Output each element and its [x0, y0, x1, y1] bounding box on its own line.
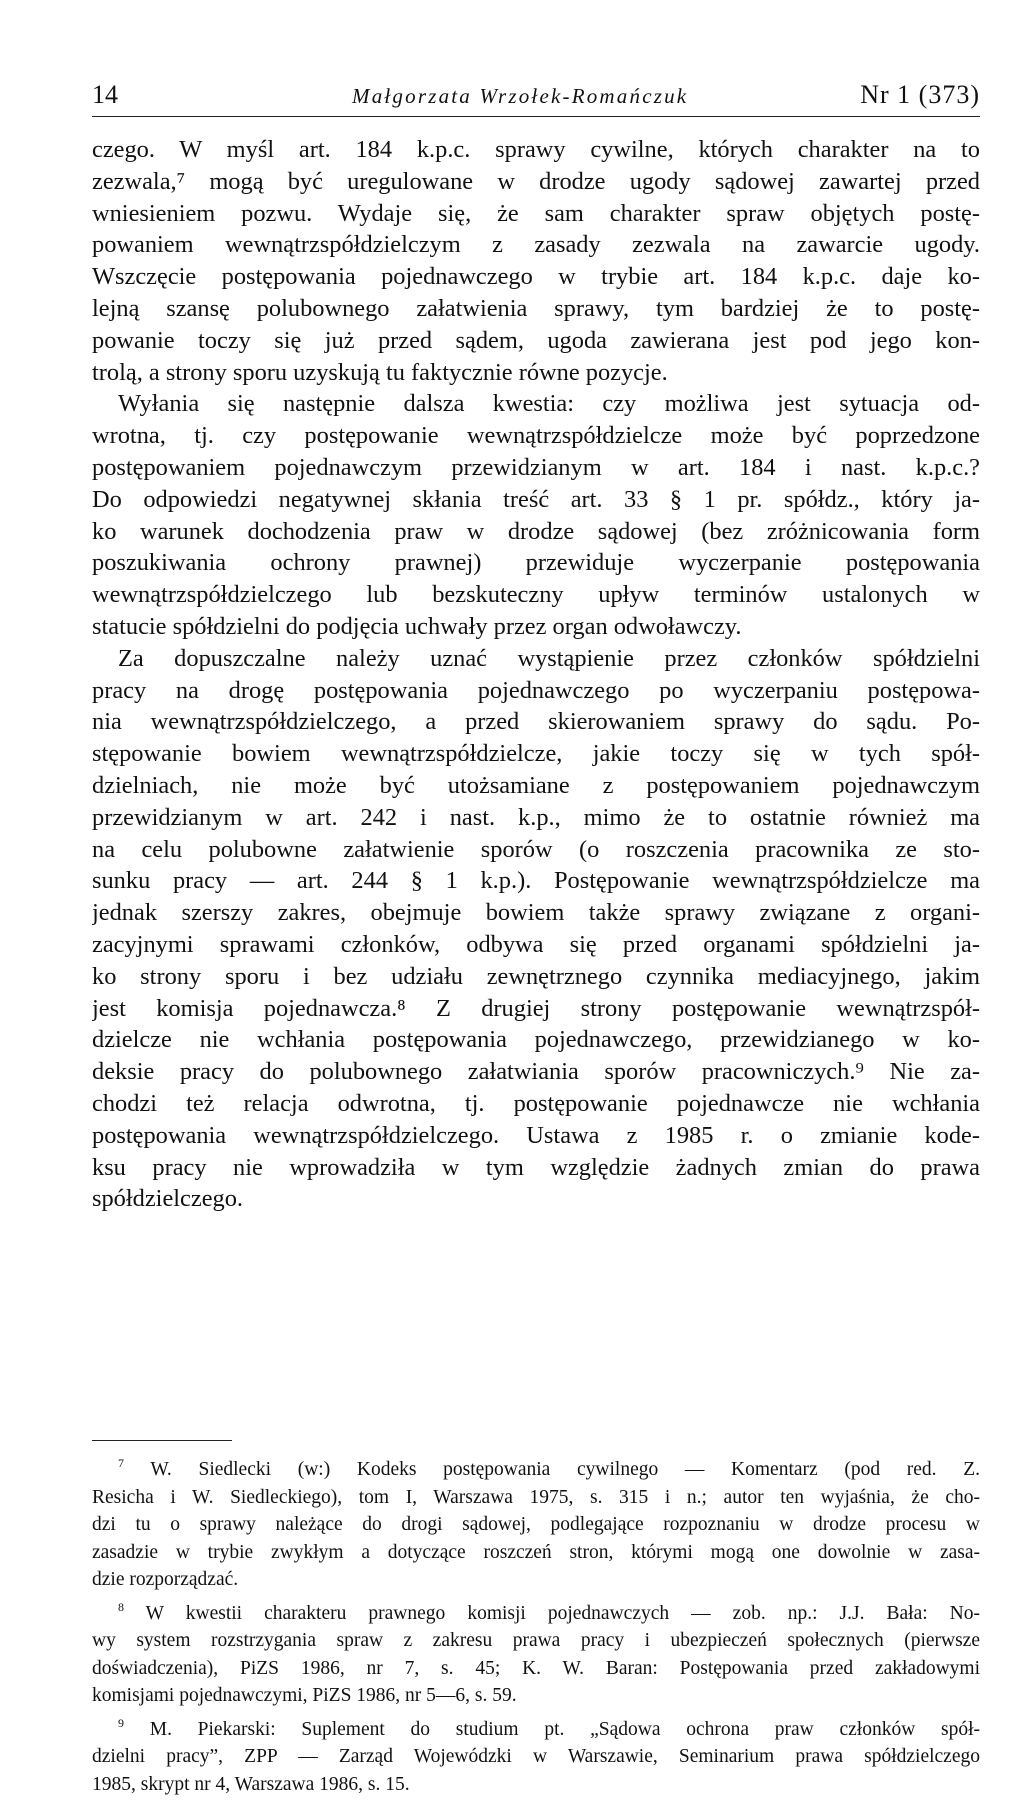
body-line: zacyjnymi sprawami członków, odbywa się przed organami spółdzielni ja-: [92, 930, 980, 958]
body-line: stępowanie bowiem wewnątrzspółdzielcze, jakie toczy się w tych spół-: [92, 740, 980, 768]
body-line: ko warunek dochodzenia praw w drodze sądowej (bez zróżnicowania form: [92, 517, 980, 545]
body-line: pracy na drogę postępowania pojednawczego po wyczerpaniu postępowa-: [92, 676, 980, 704]
running-author: Małgorzata Wrzołek-Romańczuk: [352, 84, 689, 108]
body-line: ko strony sporu i bez udziału zewnętrznego czynnika mediacyjnego, jakim: [92, 962, 980, 990]
document-page: [92, 78, 980, 1795]
body-line: Wszczęcie postępowania pojednawczego w trybie art. 184 k.p.c. daje ko-: [92, 263, 980, 291]
header-rule: [92, 116, 980, 117]
footnote-line: 1985, skrypt nr 4, Warszawa 1986, s. 15.: [92, 1773, 410, 1795]
body-line: Za dopuszczalne należy uznać wystąpienie przez członków spółdzielni: [118, 644, 980, 672]
body-line: dzielcze nie wchłania postępowania pojednawczego, przewidzianego w ko-: [92, 1026, 980, 1054]
body-line: spółdzielczego.: [92, 1185, 244, 1213]
footnotes: [92, 1456, 980, 1804]
body-line: jest komisja pojednawcza.⁸ Z drugiej strony postępowanie wewnątrzspół-: [92, 994, 980, 1022]
footnote-line: wy system rozstrzygania spraw z zakresu prawa pracy i ubezpieczeń społecznych (pierwsze: [92, 1630, 980, 1651]
footnote-line: dzielni pracy”, ZPP — Zarząd Wojewódzki w Warszawie, Seminarium prawa spółdzielczego: [92, 1746, 980, 1767]
footnote: [92, 1456, 980, 1594]
body-line: powaniem wewnątrzspółdzielczym z zasady zezwala na zawarcie ugody.: [92, 231, 980, 259]
footnote-line: zasadzie w trybie zwykłym a dotyczące roszczeń stron, którymi mogą one dowolnie w zasa-: [92, 1541, 980, 1563]
footnote-line: dzi tu o sprawy należące do drogi sądowej, podlegające rozpoznaniu w drodze procesu w: [92, 1514, 980, 1535]
body-line: trolą, a strony sporu uzyskują tu faktycznie równe pozycje.: [92, 358, 668, 386]
body-line: na celu polubowne załatwienie sporów (o roszczenia pracownika ze sto-: [92, 835, 980, 863]
footnote-separator: [92, 1440, 232, 1441]
body-line: jednak szerszy zakres, obejmuje bowiem także sprawy związane z organi-: [92, 899, 980, 927]
body-line: dzielniach, nie może być utożsamiane z postępowaniem pojednawczym: [92, 771, 980, 799]
footnote-line: [92, 1600, 980, 1628]
body-line: poszukiwania ochrony prawnej) przewiduje wyczerpanie postępowania: [92, 549, 980, 577]
body-line: ksu pracy nie wprowadziła w tym względzie żadnych zmian do prawa: [92, 1153, 980, 1181]
issue-number: Nr 1 (373): [860, 80, 980, 109]
body-line: wniesieniem pozwu. Wydaje się, że sam charakter spraw objętych postę-: [92, 199, 980, 227]
body-line: czego. W myśl art. 184 k.p.c. sprawy cywilne, których charakter na to: [92, 136, 980, 163]
footnote-text: W. Siedlecki (w:) Kodeks postępowania cywilnego — Komentarz (pod red. Z.: [124, 1459, 980, 1480]
body-line: chodzi też relacja odwrotna, tj. postępowanie pojednawcze nie wchłania: [92, 1089, 980, 1117]
body-line: postępowaniem pojednawczym przewidzianym w art. 184 i nast. k.p.c.?: [92, 453, 980, 481]
body-line: postępowania wewnątrzspółdzielczego. Ustawa z 1985 r. o zmianie kode-: [92, 1121, 980, 1149]
footnote-mark: 8: [118, 1599, 124, 1614]
footnote-line: dzie rozporządzać.: [92, 1569, 239, 1590]
body-line: Wyłania się następnie dalsza kwestia: czy możliwa jest sytuacja od-: [118, 390, 980, 418]
footnote-text: M. Piekarski: Suplement do studium pt. „Sądowa ochrona praw członków spół-: [124, 1718, 980, 1740]
footnote: [92, 1716, 980, 1799]
body-line: Do odpowiedzi negatywnej skłania treść art. 33 § 1 pr. spółdz., który ja-: [92, 485, 980, 513]
body-line: deksie pracy do polubownego załatwiania sporów pracowniczych.⁹ Nie za-: [92, 1058, 980, 1086]
footnote-text: W kwestii charakteru prawnego komisji pojednawczych — zob. np.: J.J. Bała: No-: [124, 1602, 980, 1624]
body-text: [92, 134, 980, 1215]
body-line: wewnątrzspółdzielczego lub bezskuteczny upływ terminów ustalonych w: [92, 581, 980, 609]
footnote-line: doświadczenia), PiZS 1986, nr 7, s. 45; K. W. Baran: Postępowania przed zakładowymi: [92, 1657, 980, 1679]
footnote: [92, 1600, 980, 1710]
footnote-line: komisjami pojednawczymi, PiZS 1986, nr 5—6, s. 59.: [92, 1685, 517, 1706]
footnote-mark: 9: [118, 1715, 124, 1730]
body-line: przewidzianym w art. 242 i nast. k.p., mimo że to ostatnie również ma: [92, 803, 980, 831]
footnote-line: [92, 1716, 980, 1744]
body-line: sunku pracy — art. 244 § 1 k.p.). Postępowanie wewnątrzspółdzielcze ma: [92, 867, 980, 895]
footnote-line: [92, 1456, 980, 1484]
running-header: [92, 78, 980, 118]
body-line: nia wewnątrzspółdzielczego, a przed skierowaniem sprawy do sądu. Po-: [92, 708, 980, 736]
footnote-line: Resicha i W. Siedleckiego), tom I, Warszawa 1975, s. 315 i n.; autor ten wyjaśnia, że cho-: [92, 1486, 980, 1508]
page-number: 14: [92, 80, 118, 109]
body-line: zezwala,⁷ mogą być uregulowane w drodze ugody sądowej zawartej przed: [92, 167, 980, 195]
body-line: powanie toczy się już przed sądem, ugoda zawierana jest pod jego kon-: [92, 326, 980, 354]
body-line: lejną szansę polubownego załatwienia sprawy, tym bardziej że to postę-: [92, 294, 980, 322]
body-line: wrotna, tj. czy postępowanie wewnątrzspółdzielcze może być poprzedzone: [92, 422, 980, 450]
body-line: statucie spółdzielni do podjęcia uchwały przez organ odwoławczy.: [92, 612, 742, 640]
footnote-mark: 7: [118, 1456, 124, 1470]
